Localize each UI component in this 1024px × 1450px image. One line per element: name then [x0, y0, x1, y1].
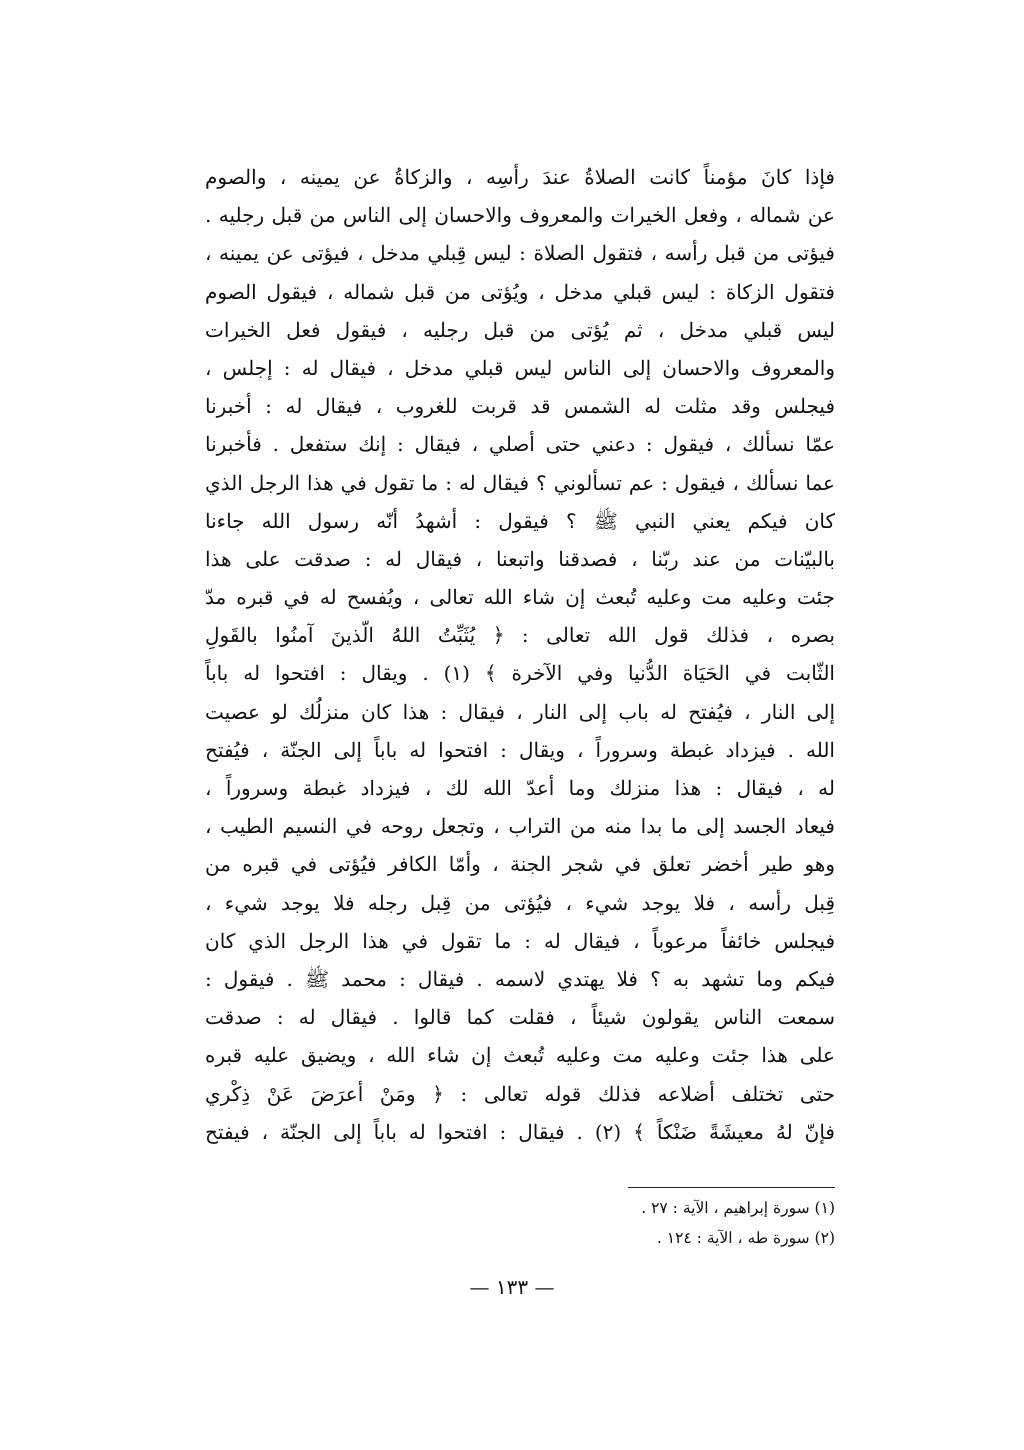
text-line: فإذا كانَ مؤمناً كانت الصلاةُ عندَ رأسِه ، والزكاةُ عن يمينه ، والصوم [205, 165, 835, 189]
text-line: فإنّ لهُ معيشَةً ضَنْكاً ﴾ (٢) . فيقال : افتحوا له باباً إلى الجنّة ، فيفتح [205, 1119, 835, 1144]
text-line: فيؤتى من قبل رأسه ، فتقول الصلاة : ليس قِبلي مدخل ، فيؤتى عن يمينه ، [205, 241, 835, 266]
text-line: فيعاد الجسد إلى ما بدا منه من التراب ، وتجعل روحه في النسيم الطيب ، [205, 814, 835, 839]
text-line: فيجلس وقد مثلت له الشمس قد قربت للغروب ، فيقال له : أخبرنا [205, 394, 835, 419]
text-line: بصره ، فذلك قول الله تعالى : ﴿ يُثَبِّتُ اللهُ الّذينَ آمنُوا بالقَولِ [205, 623, 835, 648]
text-line: الله . فيزداد غبطة وسروراً ، ويقال : افتحوا له باباً إلى الجنّة ، فيُفتح [205, 737, 835, 762]
text-line: له ، فيقال : هذا منزلك وما أعدّ الله لك ، فيزداد غبطة وسروراً ، [205, 776, 835, 800]
text-line: وهو طير أخضر تعلق في شجر الجنة ، وأمّا الكافر فيُؤتى في قبره من [205, 852, 835, 877]
text-line: عما نسألك ، فيقول : عم تسألوني ؟ فيقال له : ما تقول في هذا الرجل الذي [205, 470, 835, 495]
text-line: ليس قبلي مدخل ، ثم يُؤتى من قبل رجليه ، فيقول فعل الخيرات [205, 317, 835, 342]
text-line: عمّا نسألك ، فيقول : دعني حتى أصلي ، فيقال : إنك ستفعل . فأخبرنا [205, 432, 835, 457]
text-line: حتى تختلف أضلاعه فذلك قوله تعالى : ﴿ ومَنْ أعرَضَ عَنْ ذِكْري [205, 1081, 835, 1106]
text-line: على هذا جئت وعليه مت وعليه تُبعث إن شاء الله ، ويضيق عليه قبره [205, 1043, 835, 1068]
footnote-2: (٢) سورة طه ، الآية : ١٢٤ . [656, 1229, 835, 1247]
text-line: الثّابت في الحَيَاة الدُّنيا وفي الآخرة ﴾ (١) . ويقال : افتحوا له باباً [205, 661, 835, 686]
footnotes [540, 1193, 835, 1253]
text-line: فيكم وما تشهد به ؟ فلا يهتدي لاسمه . فيقال : محمد ﷺ . فيقول : [205, 966, 835, 991]
text-line: بالبيّنات من عند ربّنا ، فصدقنا واتبعنا ، فيقال له : صدقت على هذا [205, 546, 835, 571]
text-line: كان فيكم يعني النبي ﷺ ؟ فيقول : أشهدُ أنّه رسول الله جاءنا [205, 508, 835, 533]
body-text [205, 158, 835, 1151]
text-line: جئت وعليه مت وعليه تُبعث إن شاء الله تعالى ، ويُفسح له في قبره مدّ [205, 585, 835, 610]
footnote-divider [628, 1187, 835, 1188]
text-line: سمعت الناس يقولون شيئاً ، فقلت كما قالوا . فيقال له : صدقت [205, 1005, 835, 1030]
text-line: فيجلس خائفاً مرعوباً ، فيقال له : ما تقول في هذا الرجل الذي كان [205, 928, 835, 953]
text-line: فتقول الزكاة : ليس قبلي مدخل ، ويُؤتى من قبل شماله ، فيقول الصوم [205, 279, 835, 304]
text-line: إلى النار ، فيُفتح له باب إلى النار ، فيقال : هذا كان منزلُك لو عصيت [205, 699, 835, 724]
text-line: عن شماله ، وفعل الخيرات والمعروف والاحسان إلى الناس من قبل رجليه . [205, 203, 835, 228]
page-number: — ١٣٣ — [469, 1275, 555, 1299]
text-line: قِبل رأسه ، فلا يوجد شيء ، فيُؤتى من قِبل رجله فلا يوجد شيء ، [205, 890, 835, 915]
footnote-1: (١) سورة إبراهيم ، الآية : ٢٧ . [641, 1199, 835, 1217]
text-line: والمعروف والاحسان إلى الناس ليس قبلي مدخل ، فيقال له : إجلس ، [205, 355, 835, 380]
